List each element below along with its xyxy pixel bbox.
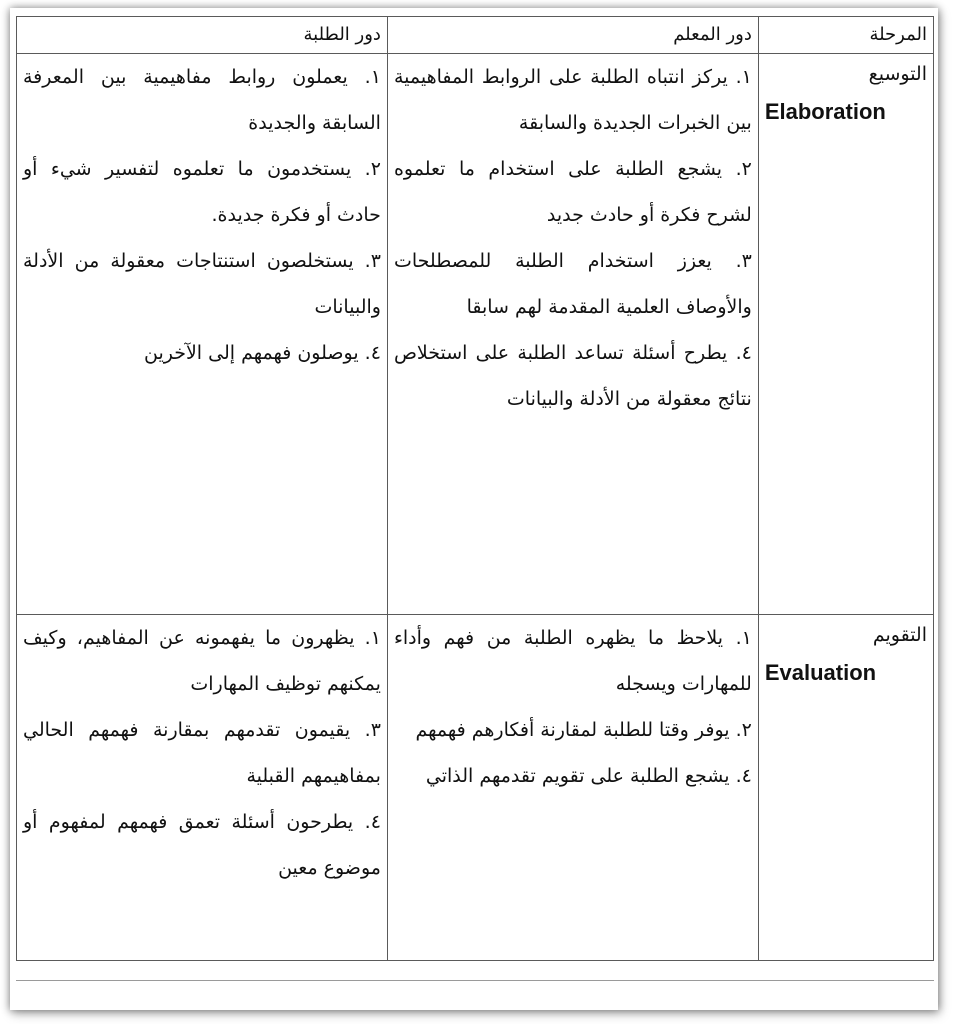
stage-name-arabic: التقويم — [872, 624, 927, 646]
table-row-elaboration — [17, 54, 934, 615]
teacher-item: ١. يركز انتباه الطلبة على الروابط المفاهيمية بين الخبرات الجديدة والسابقة — [393, 66, 752, 134]
document-page — [10, 8, 938, 1010]
learning-cycle-table — [16, 16, 934, 961]
header-stage: المرحلة — [758, 17, 933, 54]
teacher-item: ١. يلاحظ ما يظهره الطلبة من فهم وأداء للمهارات ويسجله — [393, 627, 752, 695]
student-item: ٤. يطرحون أسئلة تعمق فهمهم لمفهوم أو موضوع معين — [23, 811, 381, 879]
header-teacher-role: دور المعلم — [387, 17, 758, 54]
stage-cell-evaluation — [758, 615, 933, 961]
student-item: ٣. يقيمون تقدمهم بمقارنة فهمهم الحالي بمفاهيمهم القبلية — [23, 719, 381, 787]
student-role-cell-evaluation — [17, 615, 388, 961]
table-header-row — [17, 17, 934, 54]
header-student-role: دور الطلبة — [17, 17, 388, 54]
student-item: ٣. يستخلصون استنتاجات معقولة من الأدلة والبيانات — [23, 250, 381, 318]
teacher-role-cell-elaboration — [387, 54, 758, 615]
stage-name-arabic: التوسيع — [868, 63, 927, 85]
page-bottom-rule — [16, 980, 934, 981]
teacher-item: ٤. يشجع الطلبة على تقويم تقدمهم الذاتي — [425, 765, 752, 787]
teacher-item: ٤. يطرح أسئلة تساعد الطلبة على استخلاص نتائج معقولة من الأدلة والبيانات — [393, 342, 752, 410]
student-item: ٢. يستخدمون ما تعلموه لتفسير شيء أو حادث أو فكرة جديدة. — [23, 158, 381, 226]
teacher-role-cell-evaluation — [387, 615, 758, 961]
student-item: ١. يظهرون ما يفهمونه عن المفاهيم، وكيف يمكنهم توظيف المهارات — [23, 627, 381, 695]
stage-name-english: Evaluation — [764, 660, 877, 685]
stage-cell-elaboration — [758, 54, 933, 615]
table-row-evaluation — [17, 615, 934, 961]
teacher-item: ٢. يوفر وقتا للطلبة لمقارنة أفكارهم فهمهم — [415, 719, 752, 741]
teacher-item: ٣. يعزز استخدام الطلبة للمصطلحات والأوصاف العلمية المقدمة لهم سابقا — [393, 250, 752, 318]
teacher-item: ٢. يشجع الطلبة على استخدام ما تعلموه لشرح فكرة أو حادث جديد — [393, 158, 752, 226]
student-item: ١. يعملون روابط مفاهيمية بين المعرفة السابقة والجديدة — [23, 66, 381, 134]
student-item: ٤. يوصلون فهمهم إلى الآخرين — [143, 342, 381, 364]
stage-name-english: Elaboration — [764, 99, 886, 124]
student-role-cell-elaboration — [17, 54, 388, 615]
